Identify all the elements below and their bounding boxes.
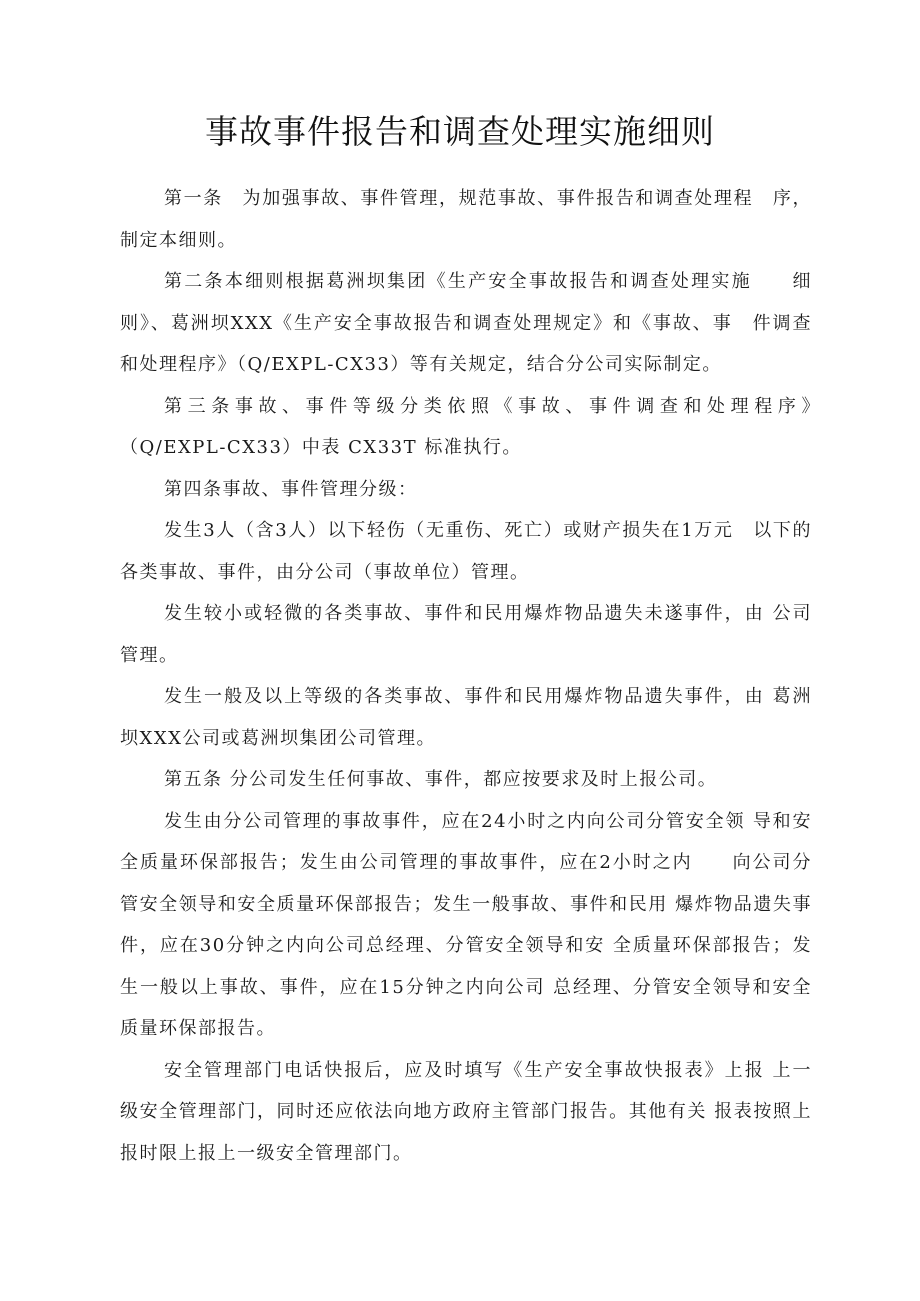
article-5-paragraph: 第五条 分公司发生任何事故、事件，都应按要求及时上报公司。	[164, 769, 718, 790]
minor-injury-level-paragraph: 发生3人（含3人）以下轻伤（无重伤、死亡）或财产损失在1万元 以下的各类事故、事件，由分公司（事故单位）管理。	[120, 520, 812, 583]
document-title: 事故事件报告和调查处理实施细则	[205, 112, 715, 151]
reporting-time-limits-paragraph: 发生由分公司管理的事故事件，应在24小时之内向公司分管安全领 导和安全质量环保部报告；发生由公司管理的事故事件，应在2小时之内 向公司分管安全领导和安全质量环保部报告；发生一般事故、事件和民用 爆炸物品遗失事件，应在30分钟之内向公司总经理、分管安全领导和安 全质量环保部报告；发生一般以上事故、事件，应在15分钟之内向公司 总经理、分管安全领导和安全质量环保部报告。	[120, 810, 812, 1039]
quick-report-form-paragraph: 安全管理部门电话快报后，应及时填写《生产安全事故快报表》上报 上一级安全管理部门，同时还应依法向地方政府主管部门报告。其他有关 报表按照上报时限上报上一级安全管理部门。	[120, 1059, 812, 1164]
article-4-paragraph: 第四条事故、事件管理分级：	[164, 478, 418, 500]
article-2-paragraph: 第二条本细则根据葛洲坝集团《生产安全事故报告和调查处理实施 细则》、葛洲坝XXX《生产安全事故报告和调查处理规定》和《事故、事 件调查和处理程序》（Q/EXPL-CX33）等有关规定，结合分公司实际制定。	[120, 271, 812, 375]
document-body	[120, 178, 832, 1174]
article-3-paragraph: 第三条事故、事件等级分类依照《事故、事件调查和处理程序》 （Q/EXPL-CX33）中表 CX33T 标准执行。	[120, 395, 832, 458]
general-incident-level-paragraph: 发生一般及以上等级的各类事故、事件和民用爆炸物品遗失事件，由 葛洲坝XXX公司或葛洲坝集团公司管理。	[120, 686, 812, 749]
minor-incident-level-paragraph: 发生较小或轻微的各类事故、事件和民用爆炸物品遗失未遂事件，由 公司管理。	[120, 603, 812, 666]
article-1-paragraph: 第一条 为加强事故、事件管理，规范事故、事件报告和调查处理程 序，制定本细则。	[120, 188, 812, 251]
